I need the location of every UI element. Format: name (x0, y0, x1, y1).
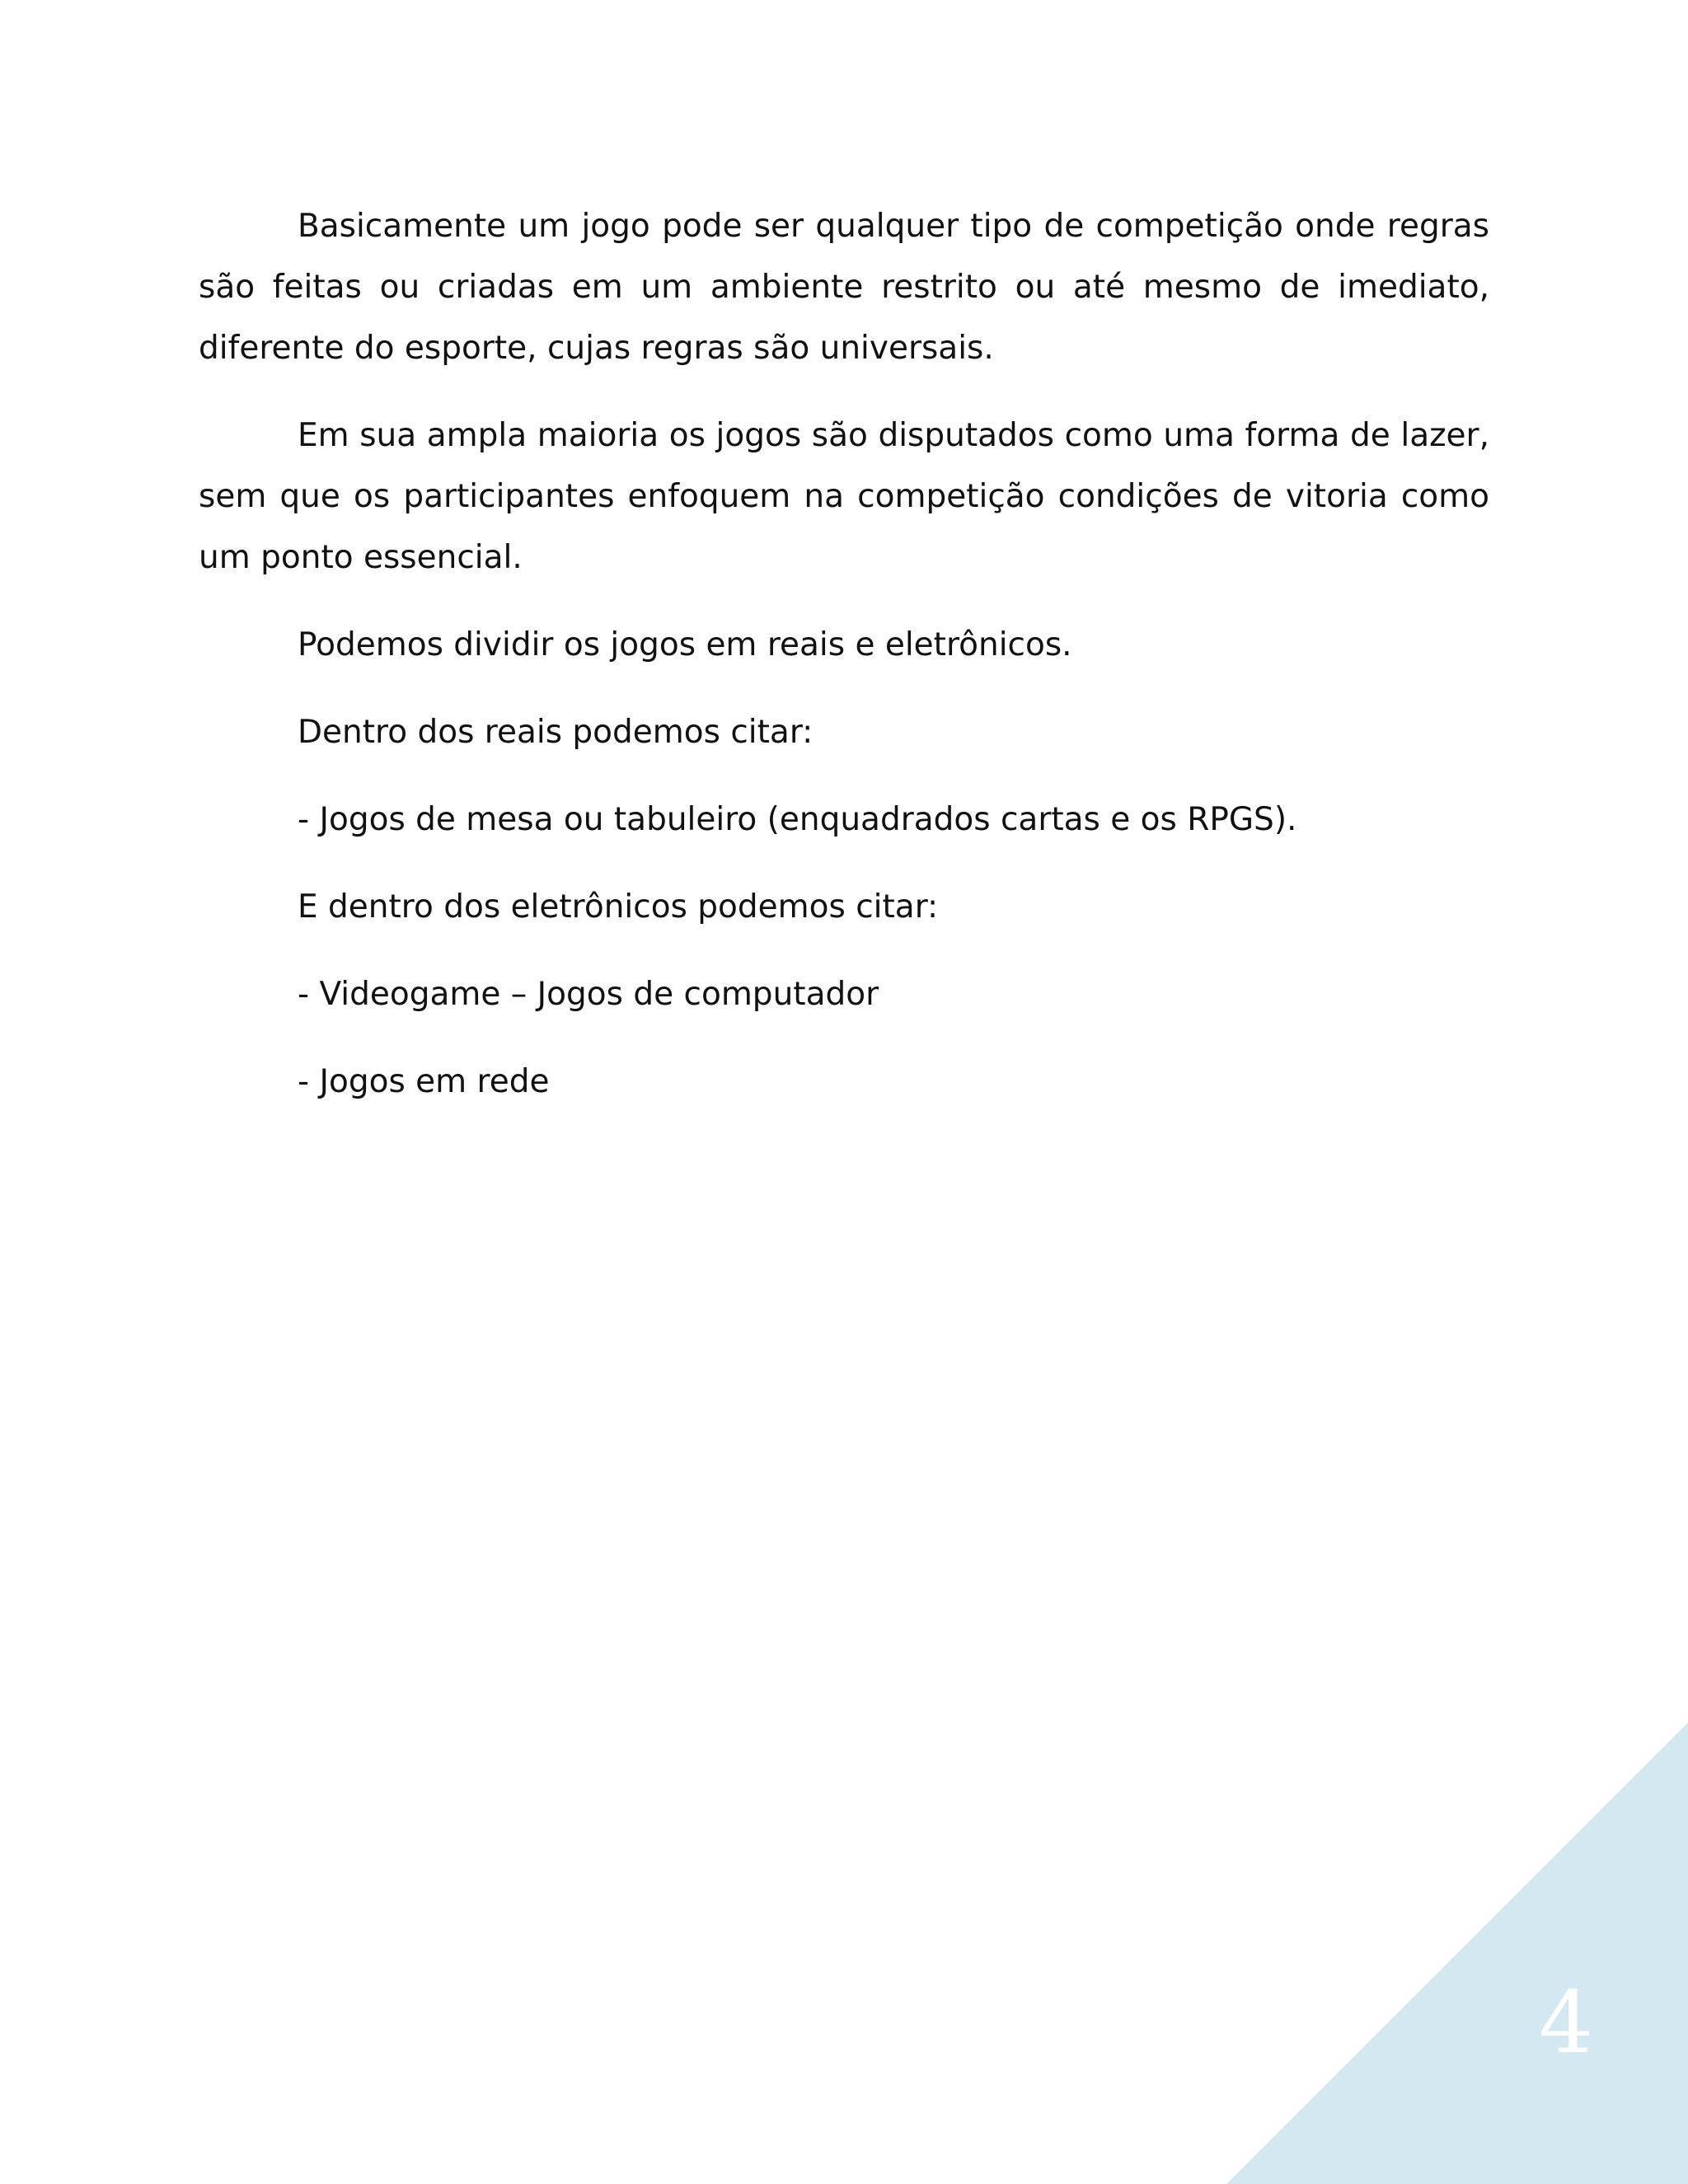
list-item-videogame: - Videogame – Jogos de computador (298, 976, 879, 1013)
line-electronic-intro: E dentro dos eletrônicos podemos citar: (298, 888, 939, 926)
page-number: 4 (1538, 1972, 1594, 2073)
line-real-intro: Dentro dos reais podemos citar: (298, 714, 814, 751)
paragraph-definition: Basicamente um jogo pode ser qualquer tipo de competição onde regras são feitas ou criadas em um ambiente restrito ou até mesmo de imediato, diferente do esporte, cujas regras são universais. (199, 208, 1489, 367)
paragraph-leisure: Em sua ampla maioria os jogos são disputados como uma forma de lazer, sem que os participantes enfoquem na competição condições de vitoria como um ponto essencial. (199, 417, 1489, 576)
document-body (199, 196, 1489, 1139)
corner-triangle-shape (1226, 1722, 1688, 2184)
corner-triangle-decoration (1226, 1722, 1688, 2184)
line-division: Podemos dividir os jogos em reais e eletrônicos. (298, 626, 1072, 663)
list-item-network-games: - Jogos em rede (298, 1063, 550, 1100)
list-item-board-games: - Jogos de mesa ou tabuleiro (enquadrados cartas e os RPGS). (298, 801, 1297, 838)
